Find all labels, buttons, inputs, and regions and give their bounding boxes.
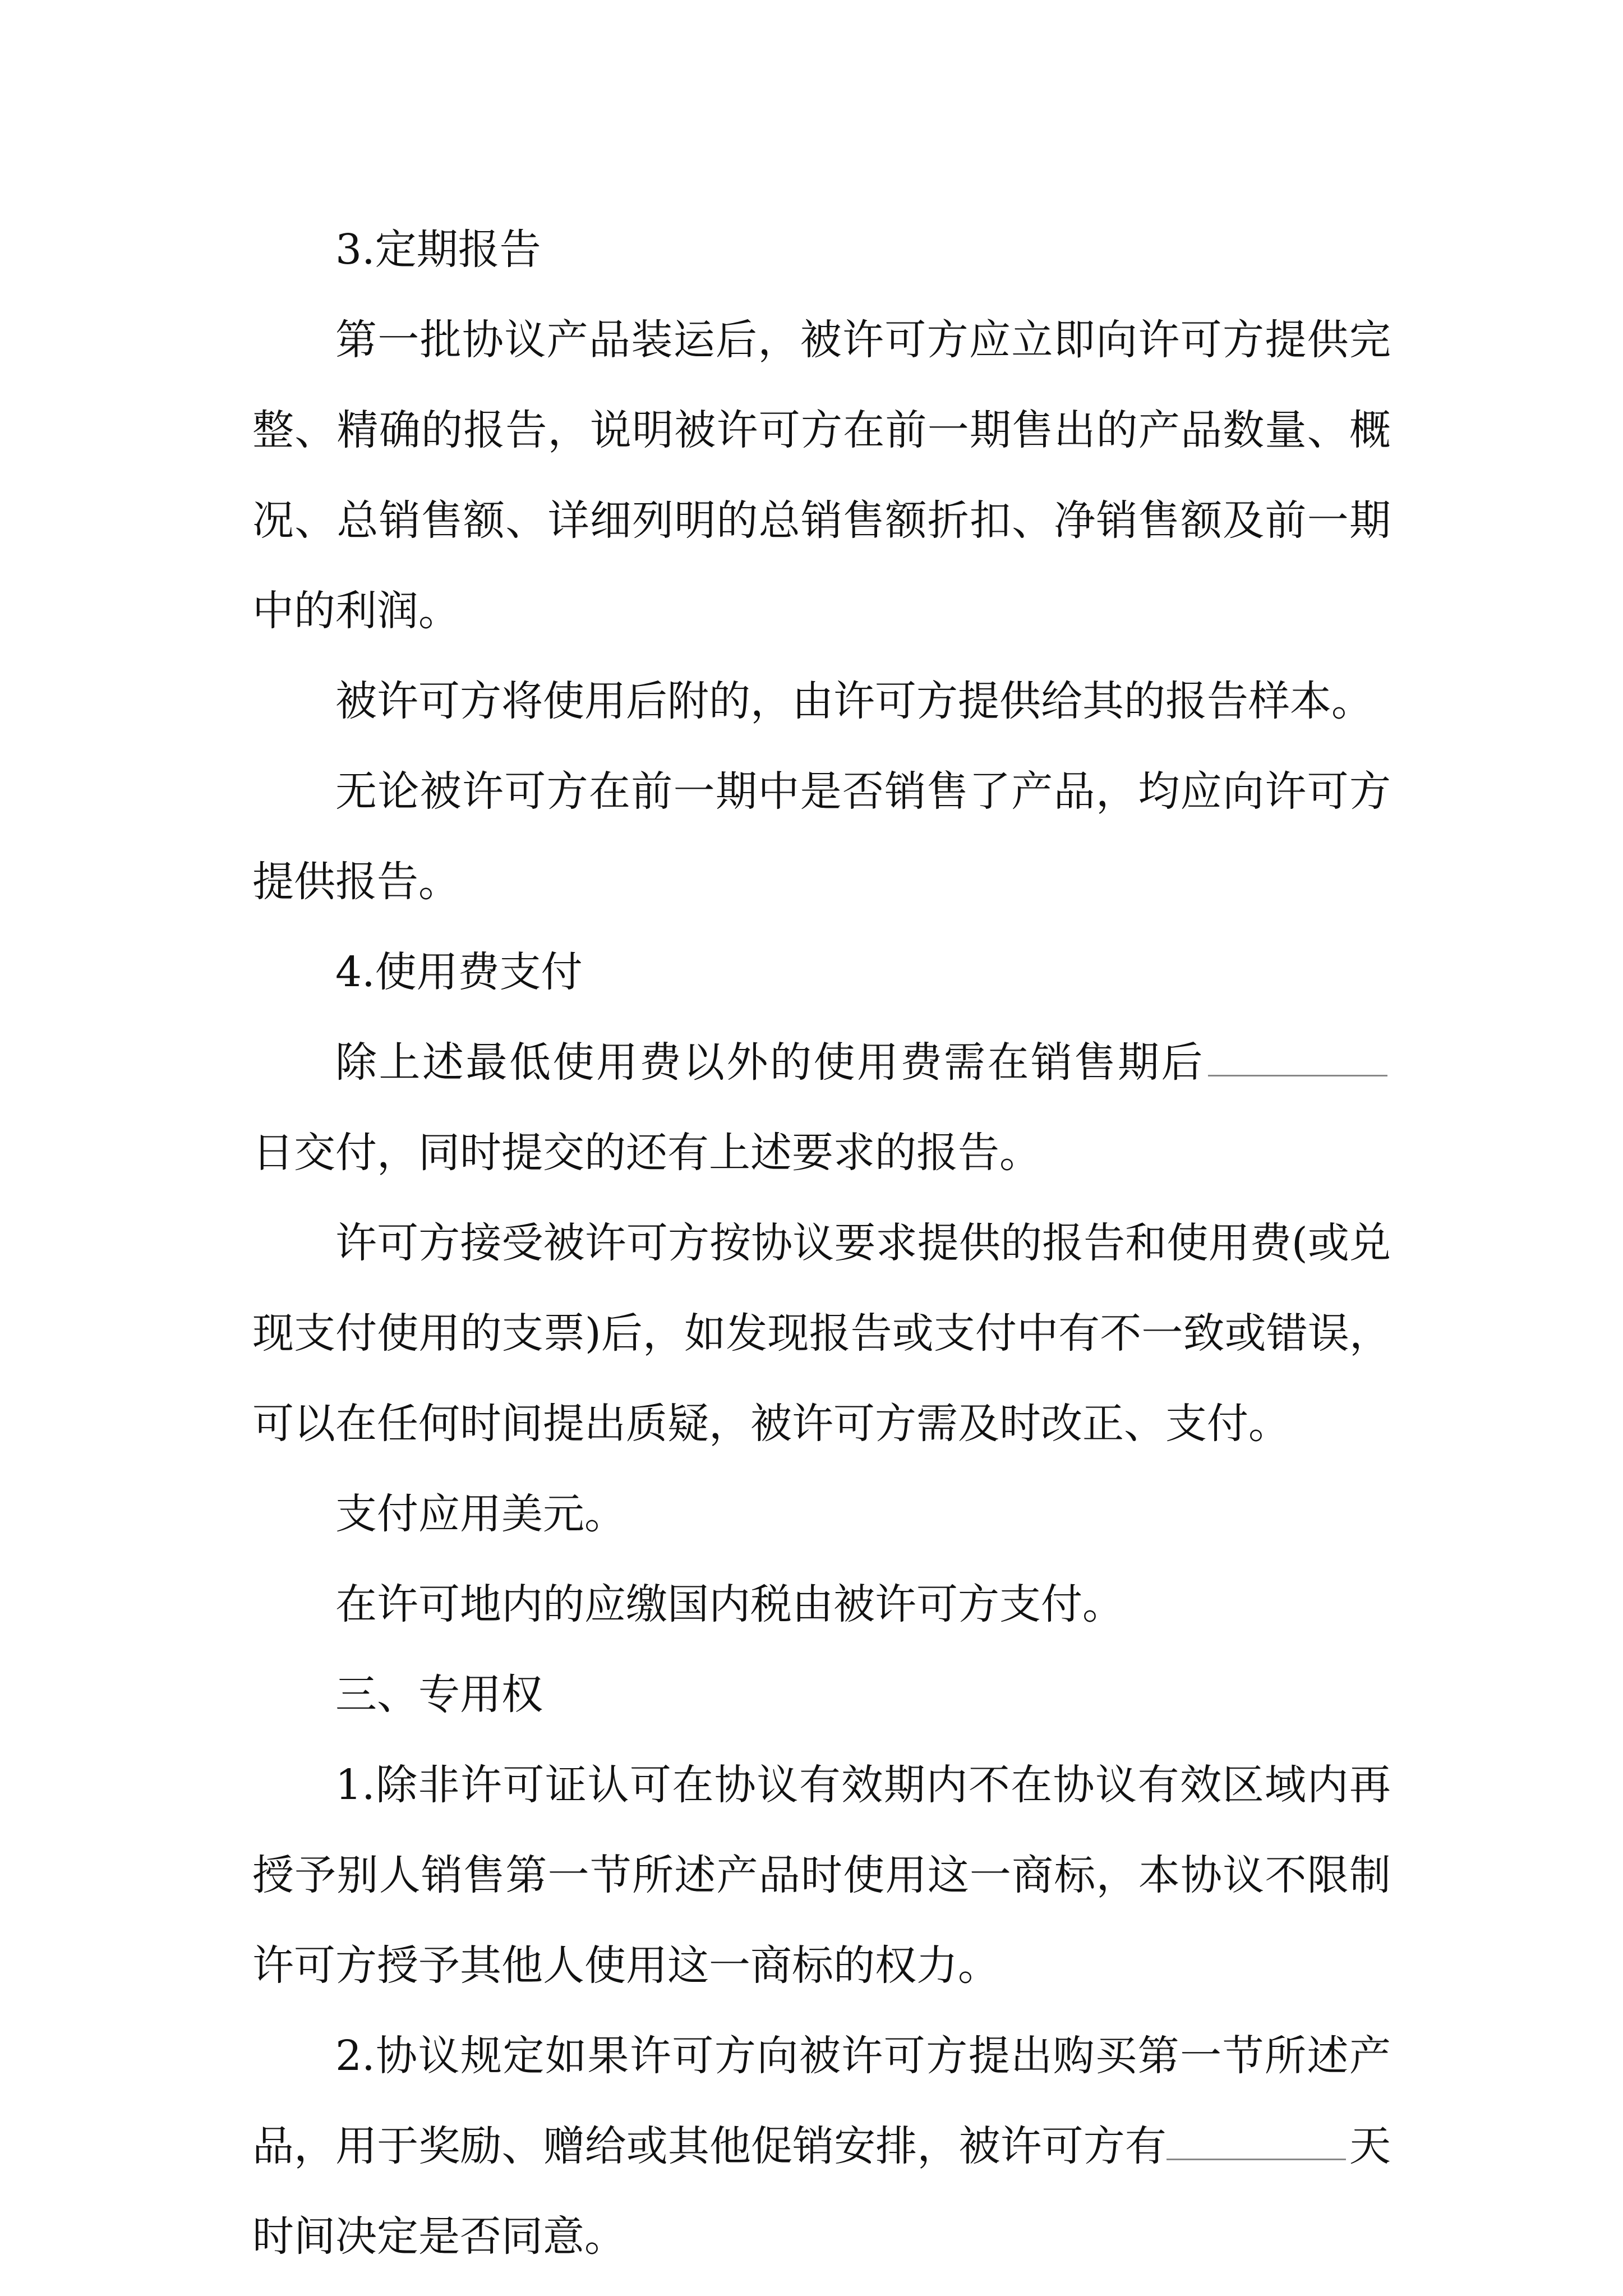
paragraph-dispute-correction: 许可方接受被许可方按协议要求提供的报告和使用费(或兑现支付使用的支票)后，如发现报告或支付中有不一致或错误，可以在任何时间提出质疑，被许可方需及时改正、支付。	[252, 1219, 1391, 1448]
paragraph-domestic-tax: 在许可地内的应缴国内税由被许可方支付。	[335, 1580, 1124, 1628]
paragraph-royalty-deadline-before: 除上述最低使用费以外的使用费需在销售期后	[335, 1038, 1205, 1087]
section-heading-exclusive-rights: 三、专用权	[335, 1671, 543, 1719]
paragraph-currency: 支付应用美元。	[335, 1490, 626, 1538]
paragraph-exclusive-rights-2-before: 2.协议规定如果许可方向被许可方提出购买第一节所述产品，用于奖励、赠给或其他促销安排，被许可方有	[252, 2032, 1391, 2170]
paragraph-report-sample: 被许可方将使用后附的，由许可方提供给其的报告样本。	[335, 677, 1373, 725]
section-heading-royalty-payment: 4.使用费支付	[335, 948, 583, 996]
fill-in-blank-decision-days	[1166, 2158, 1346, 2160]
paragraph-exclusive-rights-2-after: 天时间决定是否同意。	[252, 2122, 1391, 2261]
paragraph-report-requirements: 第一批协议产品装运后，被许可方应立即向许可方提供完整、精确的报告，说明被许可方在前一期售出的产品数量、概况、总销售额、详细列明的总销售额折扣、净销售额及前一期中的利润。	[252, 316, 1391, 635]
fill-in-blank-days	[1208, 1074, 1387, 1076]
document-page	[252, 205, 1391, 2282]
paragraph-royalty-deadline-after: 日交付，同时提交的还有上述要求的报告。	[252, 1129, 1041, 1177]
paragraph-exclusive-rights-2	[252, 2011, 1391, 2282]
paragraph-report-regardless: 无论被许可方在前一期中是否销售了产品，均应向许可方提供报告。	[252, 767, 1391, 906]
section-heading-periodic-report: 3.定期报告	[335, 226, 541, 274]
paragraph-exclusive-rights-1: 1.除非许可证认可在协议有效期内不在协议有效区域内再授予别人销售第一节所述产品时使用这一商标，本协议不限制许可方授予其他人使用这一商标的权力。	[252, 1761, 1391, 1990]
paragraph-royalty-deadline	[252, 1018, 1391, 1198]
